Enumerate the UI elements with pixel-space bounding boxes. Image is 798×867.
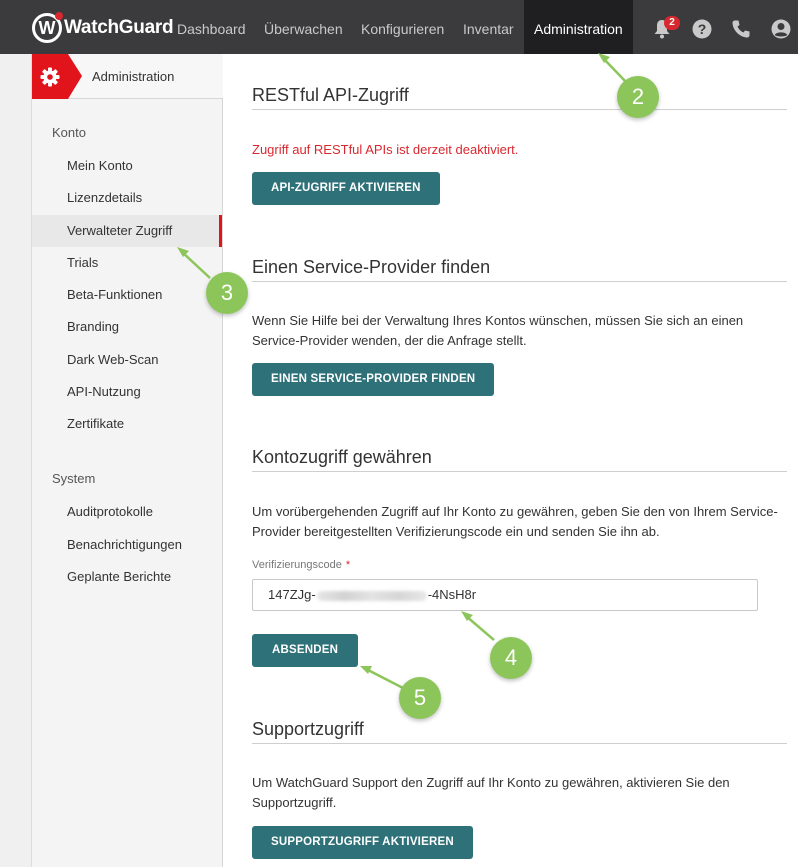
grant-section-title: Kontozugriff gewähren: [252, 447, 787, 472]
sidebar-item-verwalteter-zugriff[interactable]: Verwalteter Zugriff: [32, 215, 222, 247]
provider-description: Wenn Sie Hilfe bei der Verwaltung Ihres Kontos wünschen, müssen Sie sich an einen Service-Provider wenden, der die Anfrage stellt.: [252, 313, 744, 348]
nav-administration[interactable]: Administration: [524, 0, 633, 54]
sidebar-item-geplante-berichte[interactable]: Geplante Berichte: [67, 569, 172, 584]
sidebar-item-beta-funktionen[interactable]: Beta-Funktionen: [67, 287, 163, 302]
watchguard-logo[interactable]: [32, 13, 173, 43]
sidebar-item-benachrichtigungen[interactable]: Benachrichtigungen: [67, 537, 182, 552]
main-content: [223, 54, 798, 867]
restful-status-text: Zugriff auf RESTful APIs ist derzeit deaktiviert.: [252, 142, 519, 157]
sidebar-item-lizenzdetails[interactable]: Lizenzdetails: [67, 190, 143, 205]
sidebar-header: [32, 54, 223, 99]
gear-icon: [32, 54, 68, 99]
code-prefix: 147ZJg-: [268, 587, 316, 602]
sidebar-item-auditprotokolle[interactable]: Auditprotokolle: [67, 504, 153, 519]
user-icon[interactable]: [771, 19, 791, 39]
required-marker: *: [345, 559, 351, 571]
find-service-provider-button[interactable]: EINEN SERVICE-PROVIDER FINDEN: [252, 363, 494, 396]
redacted-code-segment: [317, 591, 427, 601]
nav-ueberwachen[interactable]: Überwachen: [264, 21, 343, 37]
sidebar-section-system: System: [52, 471, 96, 486]
verification-code-label: Verifizierungscode *: [252, 559, 351, 571]
sidebar-item-zertifikate[interactable]: Zertifikate: [67, 416, 125, 431]
sidebar-title: Administration: [92, 69, 175, 84]
nav-inventar[interactable]: Inventar: [463, 21, 514, 37]
callout-5: 5: [399, 677, 441, 719]
nav-konfigurieren[interactable]: Konfigurieren: [361, 21, 445, 37]
callout-3: 3: [206, 272, 248, 314]
logo-mark: W: [32, 13, 62, 43]
nav-dashboard[interactable]: Dashboard: [177, 21, 246, 37]
sidebar-item-branding[interactable]: Branding: [67, 319, 120, 334]
support-section-title: Supportzugriff: [252, 719, 787, 744]
sidebar-section-konto: Konto: [52, 125, 86, 140]
sidebar-item-api-nutzung[interactable]: API-Nutzung: [67, 384, 141, 399]
grant-description: Um vorübergehenden Zugriff auf Ihr Konto zu gewähren, geben Sie den von Ihrem Service-Provider bereitgestellten Verifizierungscode ein und senden Sie ihn ab.: [252, 504, 778, 539]
sidebar-item-trials[interactable]: Trials: [67, 255, 99, 270]
api-access-enable-button[interactable]: API-ZUGRIFF AKTIVIEREN: [252, 172, 440, 205]
submit-button[interactable]: ABSENDEN: [252, 634, 358, 667]
sidebar-item-mein-konto[interactable]: Mein Konto: [67, 158, 133, 173]
support-description: Um WatchGuard Support den Zugriff auf Ihr Konto zu gewähren, aktivieren Sie den Supportzugriff.: [252, 775, 730, 810]
callout-4: 4: [490, 637, 532, 679]
verification-code-input[interactable]: [252, 579, 758, 611]
top-navigation-bar: [0, 0, 798, 54]
phone-icon[interactable]: [731, 19, 751, 39]
svg-text:?: ?: [697, 21, 707, 37]
restful-section-title: RESTful API-Zugriff: [252, 85, 787, 110]
sidebar: [32, 54, 223, 867]
notification-badge: 2: [664, 16, 680, 30]
callout-2: 2: [617, 76, 659, 118]
provider-section-title: Einen Service-Provider finden: [252, 257, 787, 282]
support-access-enable-button[interactable]: SUPPORTZUGRIFF AKTIVIEREN: [252, 826, 473, 859]
sidebar-item-dark-web-scan[interactable]: Dark Web-Scan: [67, 352, 159, 367]
code-suffix: -4NsH8r: [427, 587, 477, 602]
logo-text: WatchGuard: [64, 17, 174, 38]
help-icon[interactable]: [692, 19, 712, 39]
left-frame: [0, 54, 32, 867]
